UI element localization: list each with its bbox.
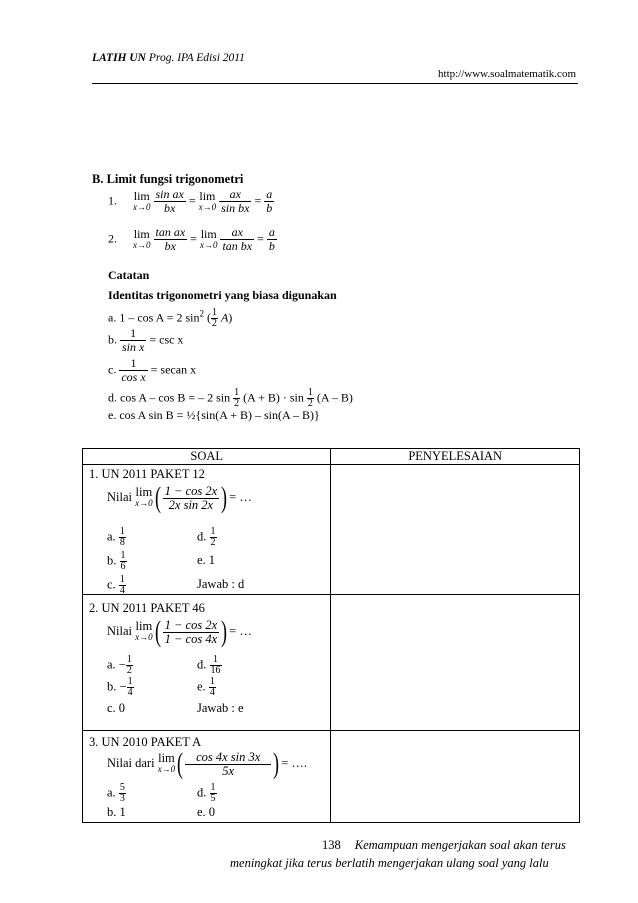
limit-operator: lim x→0 <box>198 188 217 212</box>
header-series: LATIH UN <box>92 52 146 64</box>
option-e: e. 1 <box>197 553 216 567</box>
option-d: d. $\frac{1}{2}$ <box>197 526 216 548</box>
fraction: $\frac{1}{\text{sin x}}$ <box>122 326 145 354</box>
answer-2-cell <box>331 595 580 731</box>
question-2-cell <box>83 595 331 731</box>
fraction: $\frac{ax}{\text{sin bx}}$ <box>221 187 250 215</box>
formula-1-number: 1. <box>108 193 117 208</box>
option-d: d. $\frac{1}{5}$ <box>197 782 216 804</box>
footer-line-1: 138 Kemampuan mengerjakan soal akan terus <box>322 838 566 852</box>
identity-b: b. $\frac{1}{\text{sin x}}$ = csc x <box>108 326 184 354</box>
identity-d: d. cos A – cos B = – 2 sin $\frac{1}{2}$ (A + B) · sin $\frac{1}{2}$ (A – B) <box>108 387 353 409</box>
identitas-title: Identitas trigonometri yang biasa digunakan <box>108 288 337 302</box>
col-penyelesaian-header: PENYELESAIAN <box>331 449 580 465</box>
header-title <box>92 52 245 64</box>
section-title: B. Limit fungsi trigonometri <box>92 172 244 186</box>
identity-c: c. $\frac{1}{\text{cos x}}$ = secan x <box>108 356 197 384</box>
question-2-expression: Nilai lim x→0 ( $\frac{1 - \cos 2x}{1 - \cos 4x}$ ) = … <box>107 615 252 648</box>
answer-key: Jawab : e <box>197 701 244 715</box>
option-a: a. $\frac{1}{8}$ <box>107 526 125 548</box>
answer-key: Jawab : d <box>197 577 245 591</box>
answer-3-cell <box>331 731 580 823</box>
header-subtitle: Prog. IPA Edisi 2011 <box>148 52 245 64</box>
question-1-expression: Nilai lim x→0 ( $\frac{1 - \cos 2x}{\text{2x sin 2x}}$ ) = … <box>107 481 252 514</box>
page-number: 138 <box>322 838 341 852</box>
option-b: b. $\frac{1}{6}$ <box>107 550 126 572</box>
option-c: c. 0 <box>107 701 126 715</box>
limit-operator: lim x→0 <box>133 226 151 250</box>
option-e: e. $\frac{1}{4}$ <box>197 676 215 698</box>
header-divider <box>92 83 578 84</box>
answer-1-cell <box>331 465 580 595</box>
fraction: $\frac{1}{\text{cos x}}$ <box>121 356 146 384</box>
option-e: e. 0 <box>197 805 216 819</box>
fraction: $\frac{\text{tan ax}}{bx}$ <box>155 225 186 253</box>
fraction: $\frac{a}{b}$ <box>268 225 275 253</box>
col-soal-header: SOAL <box>83 449 331 465</box>
fraction: $\frac{a}{b}$ <box>266 187 273 215</box>
formula-2: 2. lim x→0 $\frac{\text{tan ax}}{bx}$ = lim x→0 $\frac{ax}{\text{tan bx}}$ = $\frac{a}{b}$ <box>108 225 275 253</box>
option-b: b. − $\frac{1}{4}$ <box>107 676 133 698</box>
identity-e: e. cos A sin B = ½{sin(A + B) – sin(A – B)} <box>108 408 320 422</box>
soal-table <box>82 448 580 823</box>
footer-line-2: meningkat jika terus berlatih mengerjakan ulang soal yang lalu <box>230 856 549 870</box>
limit-operator: lim x→0 <box>133 188 151 212</box>
question-3-title: 3. UN 2010 PAKET A <box>89 735 202 749</box>
option-b: b. 1 <box>107 805 126 819</box>
limit-operator: lim x→0 <box>199 226 218 250</box>
fraction-half: $\frac{1}{2}$ <box>211 307 217 329</box>
catatan-label: Catatan <box>108 268 150 282</box>
question-3-expression: Nilai dari lim x→0 ( $\frac{\text{cos 4x sin 3x}}{5x}$ ) = …. <box>107 747 307 780</box>
header-url[interactable]: http://www.soalmatematik.com <box>438 68 576 80</box>
question-1-cell <box>83 465 331 595</box>
formula-2-number: 2. <box>108 231 117 246</box>
option-c: c. $\frac{1}{4}$ <box>107 574 125 596</box>
question-1-title: 1. UN 2011 PAKET 12 <box>89 467 205 481</box>
fraction-half: $\frac{1}{2}$ <box>234 387 240 409</box>
identity-a: a. 1 – cos A = 2 $\sin^2$ ( $\frac{1}{2}$ A) <box>108 307 233 329</box>
option-a: a. $\frac{5}{3}$ <box>107 782 125 804</box>
formula-1: 1. lim x→0 $\frac{\text{sin ax}}{bx}$ = lim x→0 $\frac{ax}{\text{sin bx}}$ = $\frac{a}{b}$ <box>108 187 273 215</box>
fraction: $\frac{ax}{\text{tan bx}}$ <box>222 225 253 253</box>
option-d: d. $\frac{1}{16}$ <box>197 654 221 676</box>
question-3-cell <box>83 731 331 823</box>
fraction-half: $\frac{1}{2}$ <box>307 387 313 409</box>
option-a: a. − $\frac{1}{2}$ <box>107 654 132 676</box>
question-2-title: 2. UN 2011 PAKET 46 <box>89 601 205 615</box>
fraction: $\frac{\text{sin ax}}{bx}$ <box>155 187 184 215</box>
